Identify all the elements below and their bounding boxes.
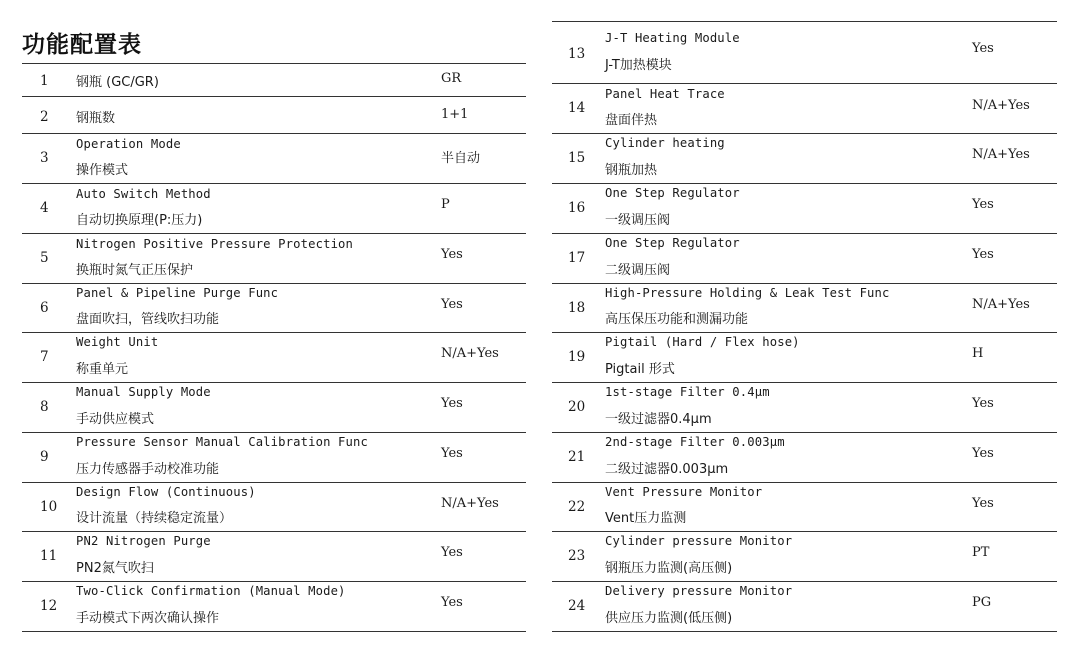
row-feature-en: High-Pressure Holding & Leak Test Func	[605, 286, 890, 300]
table-row	[552, 84, 1057, 134]
row-feature-en: 2nd-stage Filter 0.003μm	[605, 435, 785, 449]
row-value: PT	[972, 545, 990, 560]
row-value: Yes	[972, 396, 994, 411]
row-value: 半自动	[441, 151, 481, 166]
table-row	[552, 483, 1057, 532]
row-value: Yes	[972, 446, 994, 461]
row-feature-en: Pressure Sensor Manual Calibration Func	[76, 435, 369, 449]
row-feature-en: One Step Regulator	[605, 236, 740, 250]
row-feature-cn: 称重单元	[76, 362, 129, 377]
table-row	[552, 383, 1057, 433]
row-number: 24	[568, 598, 586, 614]
row-feature-cn: 设计流量（持续稳定流量）	[76, 511, 233, 526]
row-number: 11	[40, 548, 58, 564]
row-feature-cn: 钢瓶压力监测(高压侧)	[605, 561, 733, 576]
table-row	[552, 582, 1057, 632]
row-number: 5	[40, 250, 49, 266]
row-number: 23	[568, 548, 586, 564]
row-feature-en: Pigtail (Hard / Flex hose)	[605, 335, 800, 349]
row-number: 8	[40, 399, 49, 415]
row-feature-cn: 操作模式	[76, 163, 129, 178]
row-number: 21	[568, 449, 586, 465]
row-feature-en: Cylinder heating	[605, 136, 725, 150]
row-number: 9	[40, 449, 49, 465]
row-value: PG	[972, 595, 992, 610]
table-row	[552, 333, 1057, 383]
row-number: 20	[568, 399, 586, 415]
row-feature-cn: J-T加热模块	[605, 58, 672, 73]
table-row	[552, 234, 1057, 284]
row-value: H	[972, 346, 984, 361]
row-number: 7	[40, 349, 49, 365]
row-feature-en: Delivery pressure Monitor	[605, 584, 793, 598]
row-feature-cn: 自动切换原理(P:压力)	[76, 213, 203, 228]
row-feature-en: Manual Supply Mode	[76, 385, 211, 399]
row-value: N/A+Yes	[441, 496, 499, 511]
row-value: 1+1	[441, 107, 469, 122]
row-number: 14	[568, 100, 586, 116]
row-value: Yes	[441, 446, 463, 461]
row-feature-cn: 供应压力监测(低压侧)	[605, 611, 733, 626]
row-feature-cn: 手动供应模式	[76, 412, 155, 427]
table-row	[552, 134, 1057, 184]
row-feature-cn: Pigtail 形式	[605, 362, 675, 377]
page-title: 功能配置表	[22, 32, 142, 58]
row-feature-en: Panel & Pipeline Purge Func	[76, 286, 279, 300]
table-row	[22, 383, 526, 433]
table-row	[22, 333, 526, 383]
row-feature-cn: 钢瓶加热	[605, 163, 658, 178]
row-value: Yes	[441, 396, 463, 411]
table-row	[22, 483, 526, 532]
row-feature-cn: 手动模式下两次确认操作	[76, 611, 220, 626]
table-row	[22, 284, 526, 333]
row-number: 6	[40, 300, 49, 316]
row-value: Yes	[972, 41, 994, 56]
row-number: 10	[40, 499, 58, 515]
row-value: Yes	[972, 496, 994, 511]
row-feature-en: Operation Mode	[76, 137, 181, 151]
row-number: 16	[568, 200, 586, 216]
row-feature-cn: 高压保压功能和测漏功能	[605, 312, 749, 327]
row-feature-en: Auto Switch Method	[76, 187, 211, 201]
table-row	[552, 532, 1057, 582]
table-row	[22, 184, 526, 234]
row-value: Yes	[441, 545, 463, 560]
row-value: N/A+Yes	[441, 346, 499, 361]
row-number: 19	[568, 349, 586, 365]
table-row	[22, 64, 526, 97]
row-value: N/A+Yes	[972, 147, 1030, 162]
row-number: 1	[40, 73, 49, 89]
table-row	[552, 284, 1057, 333]
table-row	[22, 97, 526, 134]
table-row	[22, 582, 526, 632]
table-row	[22, 234, 526, 284]
row-feature-en: PN2 Nitrogen Purge	[76, 534, 211, 548]
table-row	[22, 134, 526, 184]
row-feature-cn: 二级过滤器0.003μm	[605, 462, 729, 477]
row-feature-cn: Vent压力监测	[605, 511, 687, 526]
row-number: 4	[40, 200, 49, 216]
row-feature-en: Vent Pressure Monitor	[605, 485, 763, 499]
row-feature-en: Cylinder pressure Monitor	[605, 534, 793, 548]
row-feature-cn: 压力传感器手动校准功能	[76, 462, 220, 477]
row-value: Yes	[972, 247, 994, 262]
row-value: Yes	[441, 297, 463, 312]
row-number: 18	[568, 300, 586, 316]
row-feature-en: J-T Heating Module	[605, 31, 740, 45]
row-number: 13	[568, 46, 586, 62]
table-row	[552, 184, 1057, 234]
row-feature-cn: 一级调压阀	[605, 213, 671, 228]
table-row	[22, 433, 526, 483]
row-number: 2	[40, 109, 49, 125]
row-number: 17	[568, 250, 586, 266]
row-feature-cn: 一级过滤器0.4μm	[605, 412, 712, 427]
row-value: GR	[441, 71, 462, 86]
row-feature: 钢瓶数	[76, 111, 116, 126]
row-number: 22	[568, 499, 586, 515]
row-feature-cn: 二级调压阀	[605, 263, 671, 278]
row-feature-en: Weight Unit	[76, 335, 159, 349]
row-feature-cn: 换瓶时氮气正压保护	[76, 263, 194, 278]
table-row	[552, 22, 1057, 84]
row-value: Yes	[972, 197, 994, 212]
config-table-right	[552, 21, 1057, 632]
row-value: N/A+Yes	[972, 98, 1030, 113]
config-table-left	[22, 63, 526, 632]
table-row	[552, 433, 1057, 483]
row-feature: 钢瓶 (GC/GR)	[76, 75, 159, 90]
row-feature-en: One Step Regulator	[605, 186, 740, 200]
row-value: P	[441, 197, 450, 212]
row-value: N/A+Yes	[972, 297, 1030, 312]
row-number: 12	[40, 598, 58, 614]
row-value: Yes	[441, 595, 463, 610]
row-feature-cn: 盘面伴热	[605, 113, 658, 128]
row-number: 15	[568, 150, 586, 166]
table-row	[22, 532, 526, 582]
row-number: 3	[40, 150, 49, 166]
row-value: Yes	[441, 247, 463, 262]
row-feature-en: Panel Heat Trace	[605, 87, 725, 101]
row-feature-en: 1st-stage Filter 0.4μm	[605, 385, 770, 399]
row-feature-en: Nitrogen Positive Pressure Protection	[76, 237, 354, 251]
row-feature-cn: PN2氮气吹扫	[76, 561, 154, 576]
row-feature-en: Design Flow (Continuous)	[76, 485, 256, 499]
row-feature-cn: 盘面吹扫，管线吹扫功能	[76, 312, 220, 327]
row-feature-en: Two-Click Confirmation (Manual Mode)	[76, 584, 346, 598]
